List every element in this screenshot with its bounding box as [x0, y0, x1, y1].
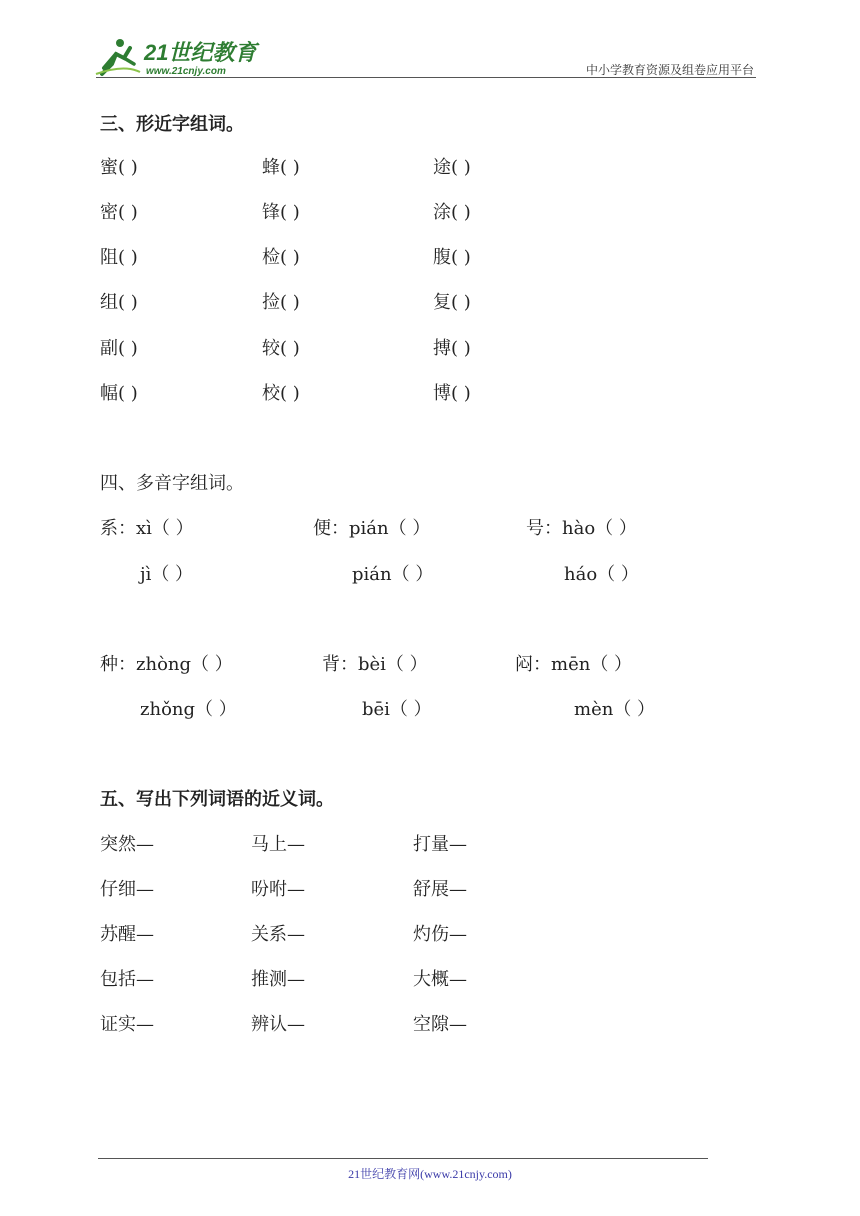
- s3-cell: 复( ): [433, 292, 471, 313]
- s5-cell: 苏醒—: [100, 924, 154, 945]
- s5-cell: 包括—: [100, 969, 154, 990]
- s3-cell: 密( ): [100, 202, 138, 223]
- s3-cell: 较( ): [262, 338, 300, 359]
- logo-url: www.21cnjy.com: [146, 66, 226, 77]
- s5-cell: 辨认—: [251, 1014, 305, 1035]
- s3-cell: 捡( ): [262, 292, 300, 313]
- site-logo: [94, 34, 264, 80]
- s3-cell: 锋( ): [262, 202, 300, 223]
- runner-icon: [96, 39, 140, 74]
- section-5-title: 五、写出下列词语的近义词。: [100, 789, 334, 810]
- section-4-title: 四、多音字组词。: [100, 473, 244, 494]
- s3-cell: 阻( ): [100, 247, 138, 268]
- s4-cell: 种：zhòng（ ）: [100, 654, 233, 675]
- s4-cell: zhǒng（ ）: [140, 699, 237, 720]
- s4-cell: pián（ ）: [352, 564, 434, 585]
- s4-cell: mèn（ ）: [574, 699, 656, 720]
- s3-cell: 搏( ): [433, 338, 471, 359]
- footer-link[interactable]: 21世纪教育网(www.21cnjy.com): [348, 1167, 512, 1181]
- s5-cell: 吩咐—: [251, 879, 305, 900]
- s5-cell: 突然—: [100, 834, 154, 855]
- s4-cell: 背：bèi（ ）: [322, 654, 428, 675]
- logo-title: 21世纪教育: [144, 40, 257, 65]
- s5-cell: 空隙—: [413, 1014, 467, 1035]
- s3-cell: 副( ): [100, 338, 138, 359]
- s3-cell: 途( ): [433, 157, 471, 178]
- s3-cell: 校( ): [262, 383, 300, 404]
- s5-cell: 打量—: [413, 834, 467, 855]
- s4-cell: 闷：mēn（ ）: [515, 654, 633, 675]
- s3-cell: 幅( ): [100, 383, 138, 404]
- s4-cell: jì（ ）: [140, 564, 194, 585]
- s3-cell: 腹( ): [433, 247, 471, 268]
- s5-cell: 证实—: [100, 1014, 154, 1035]
- s5-cell: 仔细—: [100, 879, 154, 900]
- s3-cell: 涂( ): [433, 202, 471, 223]
- s3-cell: 蜜( ): [100, 157, 138, 178]
- s4-cell: 系：xì（ ）: [100, 518, 194, 539]
- s3-cell: 蜂( ): [262, 157, 300, 178]
- s5-cell: 马上—: [251, 834, 305, 855]
- s5-cell: 推测—: [251, 969, 305, 990]
- s3-cell: 检( ): [262, 247, 300, 268]
- header-divider: [96, 77, 756, 78]
- section-3-title: 三、形近字组词。: [100, 114, 244, 135]
- s3-cell: 博( ): [433, 383, 471, 404]
- s4-cell: háo（ ）: [564, 564, 639, 585]
- s5-cell: 大概—: [413, 969, 467, 990]
- s4-cell: 便：pián（ ）: [313, 518, 431, 539]
- s3-cell: 组( ): [100, 292, 138, 313]
- s4-cell: 号：hào（ ）: [526, 518, 637, 539]
- footer-divider: [98, 1158, 708, 1159]
- s5-cell: 灼伤—: [413, 924, 467, 945]
- s4-cell: bēi（ ）: [362, 699, 432, 720]
- header-platform-text: 中小学教育资源及组卷应用平台: [585, 63, 754, 77]
- s5-cell: 关系—: [251, 924, 305, 945]
- s5-cell: 舒展—: [413, 879, 467, 900]
